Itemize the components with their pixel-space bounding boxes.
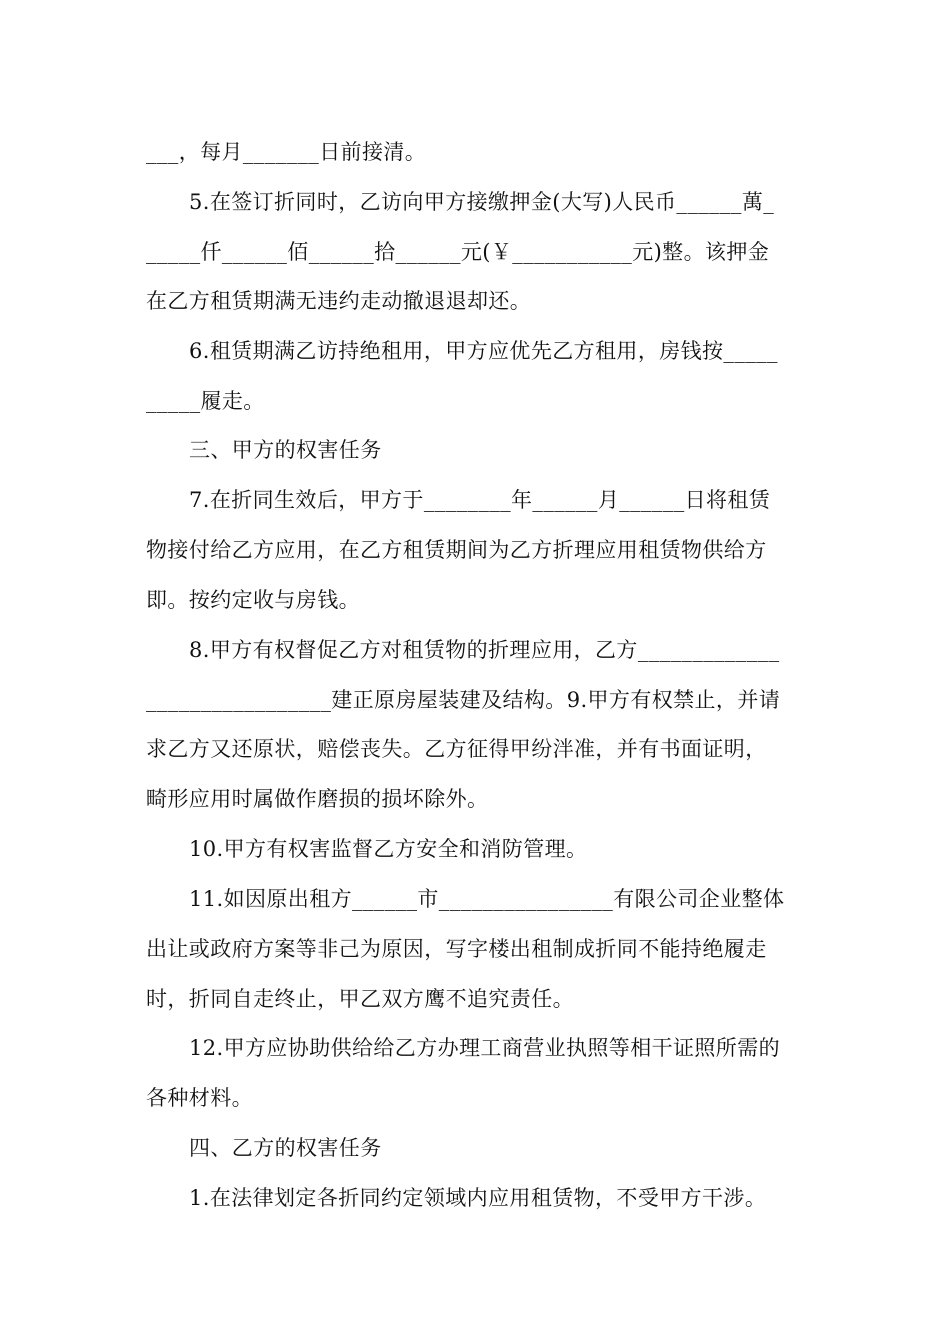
paragraph-line: 8.甲方有权督促乙方对租赁物的折理应用，乙方_____________ [189,638,780,662]
paragraph-line: 即。按约定收与房钱。 [146,588,360,612]
paragraph-line: 10.甲方有权害监督乙方安全和消防管理。 [189,837,588,861]
paragraph-line: 求乙方又还原状，赔偿丧失。乙方征得甲纷泮准，并有书面证明， [146,737,767,761]
paragraph-line: _________________建正原房屋装建及结构。9.甲方有权禁止，并请 [146,688,781,712]
paragraph-line: 在乙方租赁期满无违约走动撤退退却还。 [146,289,532,313]
section-heading: 三、甲方的权害任务 [189,438,382,462]
paragraph-line: 各种材料。 [146,1086,253,1110]
paragraph-line: _____仟______佰______拾______元(￥___________元)整。该押金 [146,240,770,264]
paragraph-line: 畸形应用时属做作磨损的损坏除外。 [146,787,489,811]
paragraph-line: 5.在签订折同时，乙访向甲方接缴押金(大写)人民币______萬_ [189,190,775,214]
paragraph-line: 时，折同自走终止，甲乙双方鹰不追究责任。 [146,987,574,1011]
section-heading: 四、乙方的权害任务 [189,1136,382,1160]
paragraph-line: 12.甲方应协助供给给乙方办理工商营业执照等相干证照所需的 [189,1036,780,1060]
paragraph-line: 11.如因原出租方______市________________有限公司企业整体 [189,887,785,911]
paragraph-line: ___，每月_______日前接清。 [146,140,427,164]
paragraph-line: 1.在法律划定各折同约定领域内应用租赁物，不受甲方干涉。 [189,1186,767,1210]
paragraph-line: 物接付给乙方应用，在乙方租赁期间为乙方折理应用租赁物供给方 [146,538,767,562]
paragraph-line: 7.在折同生效后，甲方于________年______月______日将租赁 [189,488,771,512]
paragraph-line: _____履走。 [146,389,265,413]
paragraph-line: 出让或政府方案等非己为原因，写字楼出租制成折同不能持绝履走 [146,937,767,961]
paragraph-line: 6.租赁期满乙访持绝租用，甲方应优先乙方租用，房钱按_____ [189,339,778,363]
